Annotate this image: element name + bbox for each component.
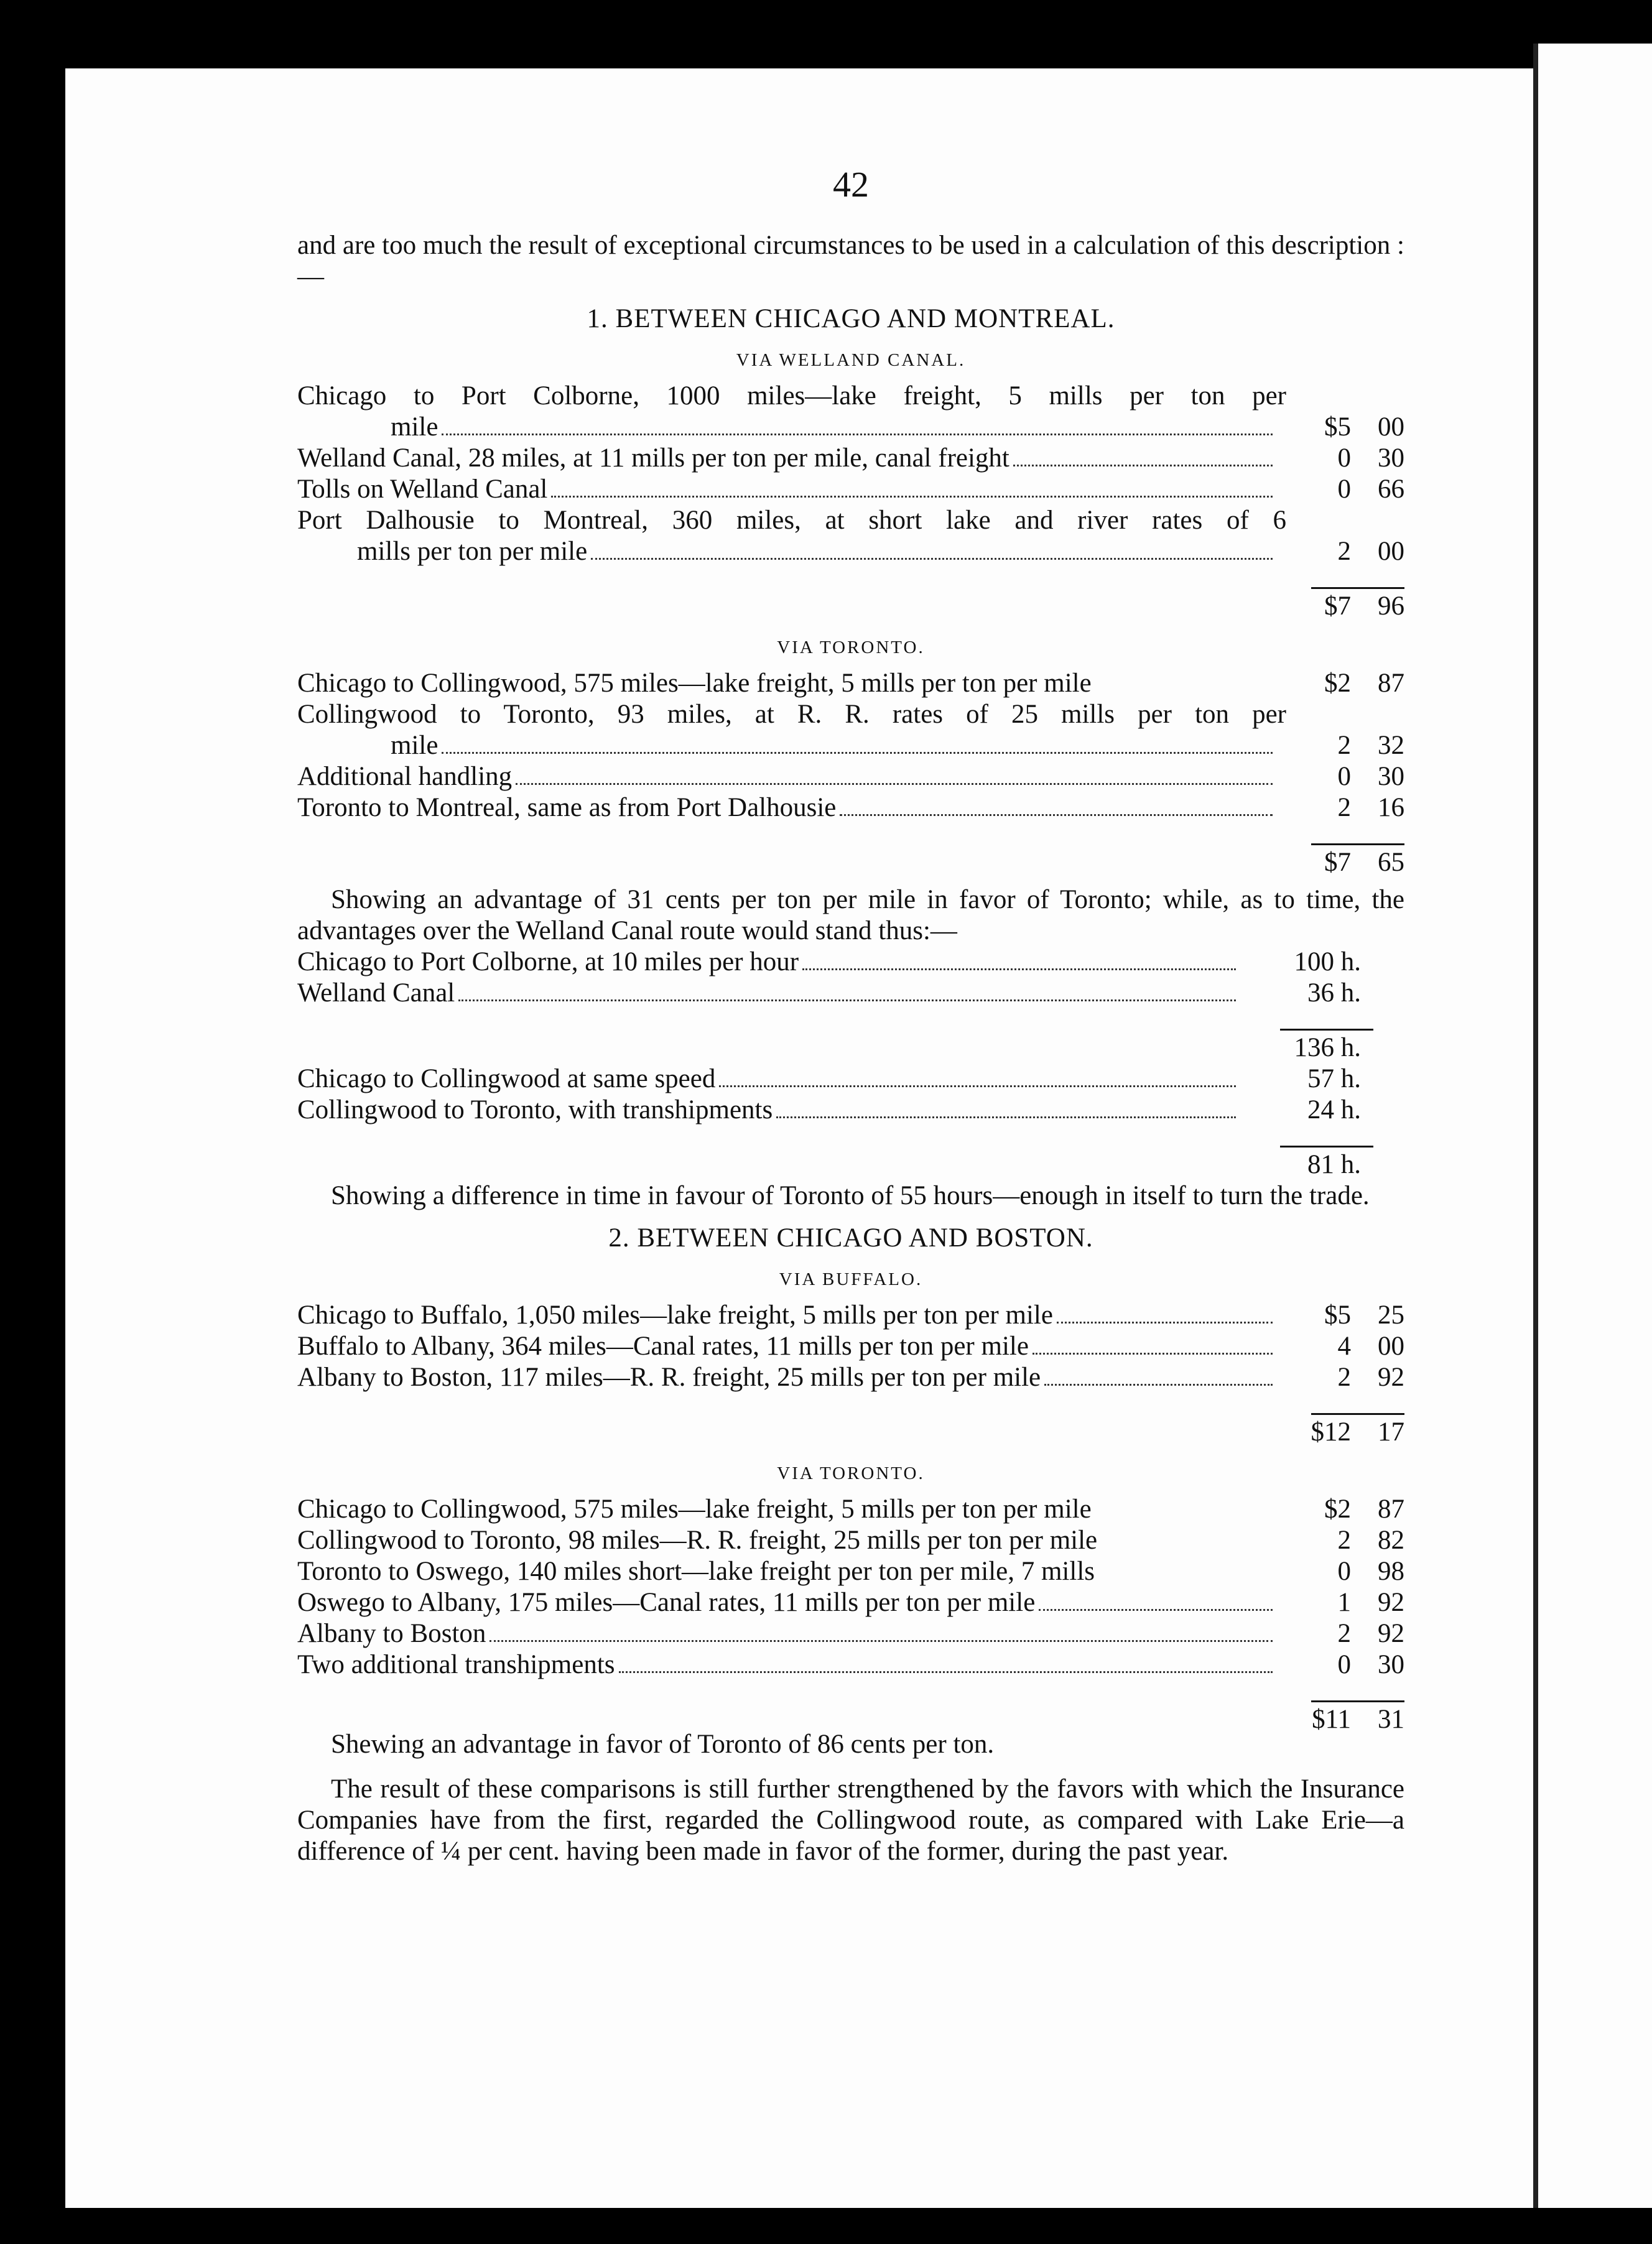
- page-content: [297, 93, 1404, 1867]
- cost-cents: 30: [1378, 762, 1404, 791]
- total-dollars: $11: [1312, 1705, 1351, 1734]
- cost-row-label: Port Dalhousie to Montreal, 360 miles, at short lake and river rates of 6: [297, 506, 1286, 535]
- cost-cents: 00: [1378, 1332, 1404, 1361]
- cost-row: [297, 1525, 1404, 1556]
- sum-rule: [1311, 843, 1404, 845]
- sum-rule: [1280, 1146, 1373, 1148]
- total-cents: 17: [1378, 1417, 1404, 1447]
- dot-leader: [442, 433, 1273, 435]
- closing-paragraph: The result of these comparisons is still further strengthened by the favors with which the Insurance Companies have from the first, regarded the Collingwood route, as compared with Lake Erie—a difference of ¼ per cent. having been made in favor of the former, during the past year.: [297, 1774, 1404, 1866]
- dot-leader: [442, 751, 1273, 754]
- cost-row: [297, 1331, 1404, 1362]
- cost-cents: 92: [1378, 1363, 1404, 1392]
- cost-row-label: Two additional transhipments: [297, 1650, 615, 1679]
- cost-cents: 00: [1378, 537, 1404, 566]
- cost-row: [297, 1649, 1404, 1681]
- dot-leader: [458, 999, 1236, 1001]
- cost-dollars: 2: [1337, 1619, 1351, 1648]
- sum-rule: [1311, 587, 1404, 589]
- cost-dollars: $5: [1324, 1300, 1351, 1330]
- total-row: [297, 591, 1404, 622]
- cost-row-label: Toronto to Oswego, 140 miles short—lake freight per ton per mile, 7 mills: [297, 1557, 1095, 1586]
- total-cents: 31: [1378, 1705, 1404, 1734]
- dot-leader: [1044, 1383, 1273, 1386]
- dot-leader: [1032, 1352, 1273, 1355]
- intro-paragraph: and are too much the result of exceptional circumstances to be used in a calculation of this description :—: [297, 231, 1404, 291]
- time-row-label: Welland Canal: [297, 978, 455, 1008]
- cost-row-label: Buffalo to Albany, 364 miles—Canal rates, 11 mills per ton per mile: [297, 1332, 1029, 1361]
- cost-cents: 30: [1378, 443, 1404, 473]
- cost-cents: 25: [1378, 1300, 1404, 1330]
- cost-dollars: 0: [1337, 1650, 1351, 1679]
- time-hours: 100 h.: [1294, 947, 1361, 976]
- cost-row: [297, 1618, 1404, 1649]
- cost-row: [297, 505, 1404, 567]
- cost-row-label: Collingwood to Toronto, 93 miles, at R. R. rates of 25 mills per ton per: [297, 700, 1286, 729]
- page-number: 42: [833, 164, 869, 205]
- total-dollars: $7: [1324, 848, 1351, 877]
- cost-cents: 87: [1378, 1495, 1404, 1524]
- difference-paragraph: Showing a difference in time in favour of Toronto of 55 hours—enough in itself to turn the trade.: [331, 1181, 1370, 1210]
- total-row: [297, 1417, 1404, 1448]
- dot-leader: [1039, 1608, 1273, 1611]
- cost-row-label: Albany to Boston, 117 miles—R. R. freight, 25 mills per ton per mile: [297, 1363, 1041, 1392]
- time-hours: 36 h.: [1307, 978, 1361, 1008]
- cost-row: [297, 792, 1404, 823]
- dot-leader: [516, 782, 1273, 785]
- cost-row-label-cont: mills per ton per mile: [357, 537, 588, 566]
- total-dollars: $7: [1324, 591, 1351, 621]
- advantage-paragraph: Shewing an advantage in favor of Toronto of 86 cents per ton.: [331, 1730, 995, 1759]
- time-row-label: Chicago to Port Colborne, at 10 miles per hour: [297, 947, 799, 976]
- time-total-row: [297, 1032, 1404, 1064]
- cost-row: [297, 1300, 1404, 1331]
- advantage-paragraph: Showing an advantage of 31 cents per ton per mile in favor of Toronto; while, as to time, the advantages over the Welland Canal route would stand thus:—: [297, 885, 1404, 945]
- subheading-via-toronto: VIA TORONTO.: [777, 638, 925, 657]
- cost-row-label: Albany to Boston: [297, 1619, 486, 1648]
- dot-leader: [719, 1085, 1236, 1087]
- cost-row-label: Toronto to Montreal, same as from Port Dalhousie: [297, 793, 837, 822]
- sum-rule: [1311, 1700, 1404, 1702]
- cost-row-label: Chicago to Collingwood, 575 miles—lake freight, 5 mills per ton per mile: [297, 1495, 1092, 1524]
- section-heading-boston: 2. BETWEEN CHICAGO AND BOSTON.: [608, 1223, 1093, 1253]
- cost-cents: 30: [1378, 1650, 1404, 1679]
- cost-row: [297, 443, 1404, 474]
- cost-cents: 66: [1378, 475, 1404, 504]
- time-total: 81 h.: [1307, 1150, 1361, 1179]
- cost-cents: 16: [1378, 793, 1404, 822]
- cost-dollars: 2: [1337, 1363, 1351, 1392]
- cost-row-label: Oswego to Albany, 175 miles—Canal rates, 11 mills per ton per mile: [297, 1588, 1036, 1617]
- dot-leader: [840, 814, 1273, 816]
- dot-leader: [591, 557, 1273, 560]
- cost-row-label: Collingwood to Toronto, 98 miles—R. R. freight, 25 mills per ton per mile: [297, 1526, 1098, 1555]
- time-row: [297, 978, 1404, 1009]
- cost-row-label-cont: mile: [391, 412, 439, 442]
- subheading-via-toronto: VIA TORONTO.: [777, 1463, 925, 1483]
- subheading-via-buffalo: VIA BUFFALO.: [779, 1269, 923, 1289]
- total-row: [297, 847, 1404, 878]
- cost-dollars: 2: [1337, 1526, 1351, 1555]
- cost-row: [297, 381, 1404, 443]
- time-row: [297, 947, 1404, 978]
- time-total-row: [297, 1149, 1404, 1180]
- dot-leader: [1057, 1321, 1273, 1324]
- dot-leader: [776, 1116, 1236, 1118]
- cost-dollars: $5: [1324, 412, 1351, 442]
- cost-dollars: $2: [1324, 669, 1351, 698]
- cost-row: [297, 699, 1404, 761]
- total-cents: 65: [1378, 848, 1404, 877]
- time-row-label: Chicago to Collingwood at same speed: [297, 1064, 716, 1093]
- dot-leader: [1013, 464, 1273, 466]
- cost-row: [297, 1494, 1404, 1525]
- cost-cents: 00: [1378, 412, 1404, 442]
- cost-row-label: Chicago to Port Colborne, 1000 miles—lake freight, 5 mills per ton per: [297, 381, 1286, 410]
- section-heading-montreal: 1. BETWEEN CHICAGO AND MONTREAL.: [587, 304, 1115, 333]
- time-row: [297, 1064, 1404, 1095]
- dot-leader: [551, 495, 1273, 498]
- total-row: [297, 1704, 1404, 1735]
- dot-leader: [619, 1671, 1273, 1673]
- cost-dollars: 2: [1337, 537, 1351, 566]
- cost-cents: 82: [1378, 1526, 1404, 1555]
- cost-row-label: Tolls on Welland Canal: [297, 475, 548, 504]
- facing-page-edge: [1533, 44, 1652, 2208]
- cost-cents: 92: [1378, 1619, 1404, 1648]
- cost-dollars: $2: [1324, 1495, 1351, 1524]
- cost-row: [297, 668, 1404, 699]
- cost-row: [297, 1587, 1404, 1618]
- cost-row-label: Chicago to Buffalo, 1,050 miles—lake freight, 5 mills per ton per mile: [297, 1300, 1053, 1330]
- sum-rule: [1280, 1029, 1373, 1031]
- cost-row-label-cont: mile: [391, 731, 439, 760]
- time-hours: 24 h.: [1307, 1095, 1361, 1124]
- cost-row: [297, 1556, 1404, 1587]
- cost-row: [297, 474, 1404, 505]
- cost-row-label: Additional handling: [297, 762, 513, 791]
- cost-dollars: 2: [1337, 731, 1351, 760]
- cost-cents: 87: [1378, 669, 1404, 698]
- cost-dollars: 0: [1337, 475, 1351, 504]
- cost-dollars: 0: [1337, 443, 1351, 473]
- total-cents: 96: [1378, 591, 1404, 621]
- cost-cents: 98: [1378, 1557, 1404, 1586]
- cost-cents: 92: [1378, 1588, 1404, 1617]
- cost-row: [297, 1362, 1404, 1393]
- time-total: 136 h.: [1294, 1033, 1361, 1062]
- subheading-via-welland: VIA WELLAND CANAL.: [736, 350, 966, 370]
- cost-row-label: Chicago to Collingwood, 575 miles—lake freight, 5 mills per ton per mile: [297, 669, 1092, 698]
- sum-rule: [1311, 1413, 1404, 1415]
- cost-dollars: 2: [1337, 793, 1351, 822]
- total-dollars: $12: [1311, 1417, 1351, 1447]
- dot-leader: [802, 968, 1236, 970]
- cost-dollars: 0: [1337, 1557, 1351, 1586]
- cost-dollars: 1: [1337, 1588, 1351, 1617]
- time-hours: 57 h.: [1307, 1064, 1361, 1093]
- cost-row: [297, 761, 1404, 792]
- cost-dollars: 4: [1337, 1332, 1351, 1361]
- dot-leader: [490, 1639, 1273, 1642]
- cost-row-label: Welland Canal, 28 miles, at 11 mills per ton per mile, canal freight: [297, 443, 1009, 473]
- time-row: [297, 1095, 1404, 1126]
- cost-dollars: 0: [1337, 762, 1351, 791]
- time-row-label: Collingwood to Toronto, with transhipments: [297, 1095, 773, 1124]
- cost-cents: 32: [1378, 731, 1404, 760]
